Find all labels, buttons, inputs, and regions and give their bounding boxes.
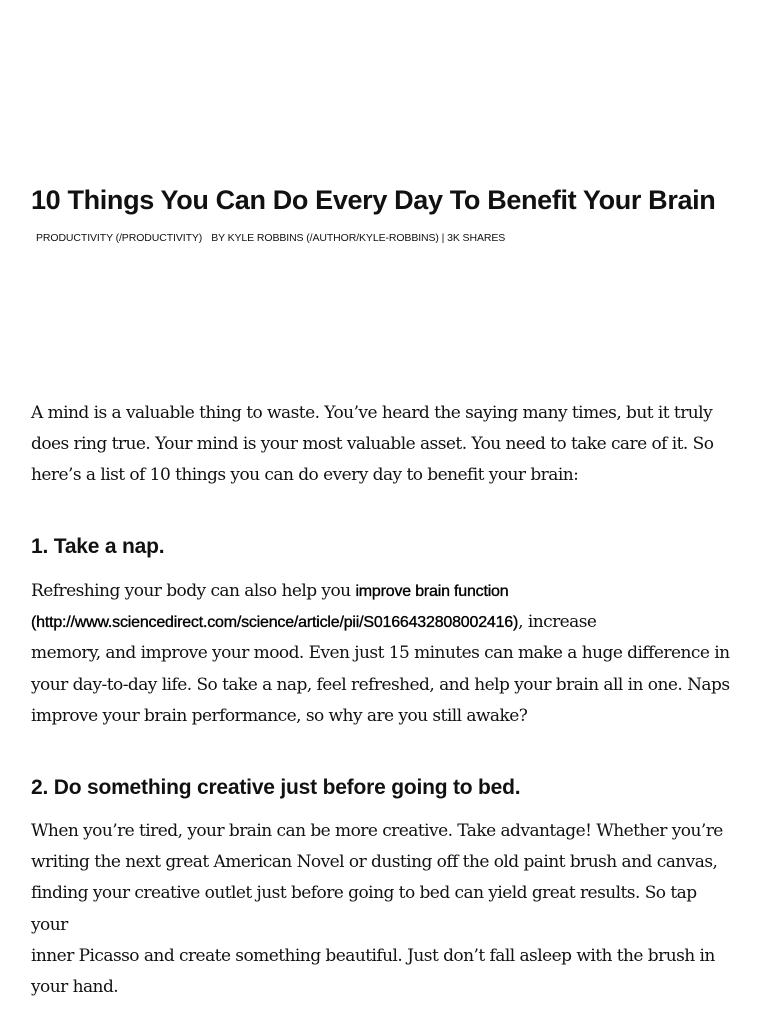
sciencedirect-url-link[interactable]: (http://www.sciencedirect.com/science/article/pii/S0166432808002416) — [31, 614, 519, 632]
section-heading-creative-before-bed: 2. Do something creative just before going to bed. — [31, 776, 521, 799]
paragraph-line: your day-to-day life. So take a nap, feel refreshed, and help your brain all in one. Naps — [31, 674, 730, 695]
paragraph-line — [31, 576, 731, 607]
paragraph-line: finding your creative outlet just before going to bed can yield great results. So tap your — [31, 883, 697, 935]
category-link[interactable]: PRODUCTIVITY (/PRODUCTIVITY) — [36, 232, 203, 244]
paragraph-text: Refreshing your body can also help you — [31, 581, 356, 601]
paragraph-line — [31, 607, 731, 638]
paragraph-line: memory, and improve your mood. Even just 15 minutes can make a huge difference in — [31, 643, 730, 664]
section-heading-take-a-nap: 1. Take a nap. — [31, 535, 165, 558]
paragraph-line: When you’re tired, your brain can be more creative. Take advantage! Whether you’re — [31, 821, 723, 841]
section-paragraph-take-a-nap — [31, 576, 731, 732]
intro-line: A mind is a valuable thing to waste. You’ve heard the saying many times, but it truly — [31, 403, 713, 423]
author-byline-link[interactable]: BY KYLE ROBBINS (/AUTHOR/KYLE-ROBBINS) | 3K SHARES — [211, 232, 506, 244]
article-title: 10 Things You Can Do Every Day To Benefit Your Brain — [31, 185, 716, 215]
intro-paragraph — [31, 398, 731, 492]
paragraph-line: writing the next great American Novel or dusting off the old paint brush and canvas, — [31, 852, 718, 873]
paragraph-line: inner Picasso and create something beautiful. Just don’t fall asleep with the brush in — [31, 945, 715, 966]
brain-function-link[interactable]: improve brain function — [355, 583, 509, 600]
paragraph-line: your hand. — [31, 977, 119, 998]
paragraph-text: , increase — [518, 612, 597, 633]
intro-line: here’s a list of 10 things you can do every day to benefit your brain: — [31, 465, 579, 486]
intro-line: does ring true. Your mind is your most valuable asset. You need to take care of it. So — [31, 434, 714, 455]
section-paragraph-creative-before-bed — [31, 816, 731, 1003]
article-meta — [36, 231, 505, 245]
paragraph-line: improve your brain performance, so why are you still awake? — [31, 705, 528, 726]
